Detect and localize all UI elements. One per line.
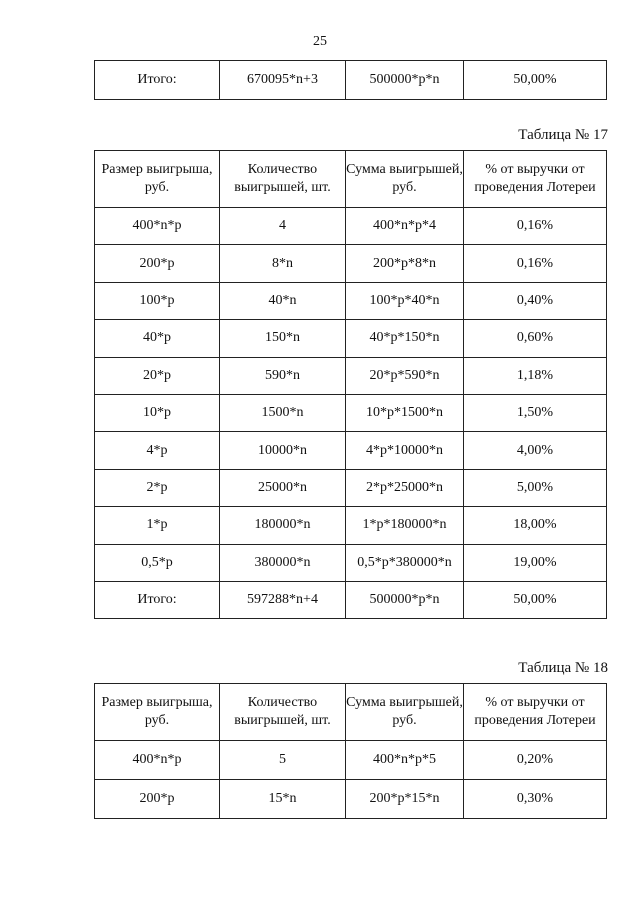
table-18-caption: Таблица № 18 [518, 660, 608, 676]
column-header: Размер выигрыша, руб. [95, 151, 220, 208]
table-cell: 400*n*p*5 [346, 741, 464, 780]
table-row [95, 581, 607, 618]
table-row [95, 544, 607, 581]
table-cell: 1,50% [464, 394, 607, 431]
table-cell: 5 [220, 741, 346, 780]
table-cell: 4 [220, 208, 346, 245]
table-cell: 19,00% [464, 544, 607, 581]
table-cell: 5,00% [464, 469, 607, 506]
table-cell: 1500*n [220, 394, 346, 431]
table-cell: 10*p*1500*n [346, 394, 464, 431]
column-header: % от выручки от проведения Лотереи [464, 151, 607, 208]
table-17 [94, 150, 607, 619]
table-cell: 25000*n [220, 469, 346, 506]
table-row [95, 208, 607, 245]
table-cell: 200*p [95, 780, 220, 819]
table-row [95, 320, 607, 357]
table-cell: 15*n [220, 780, 346, 819]
table-17-body [95, 151, 607, 619]
column-header: Количество выигрышей, шт. [220, 151, 346, 208]
table-cell: 597288*n+4 [220, 581, 346, 618]
table-row [95, 432, 607, 469]
table-17-caption: Таблица № 17 [518, 127, 608, 143]
previous-table-total [94, 60, 607, 100]
column-header: Размер выигрыша, руб. [95, 684, 220, 741]
table-cell: 200*p [95, 245, 220, 282]
table-cell: 0,60% [464, 320, 607, 357]
table-cell: 20*p [95, 357, 220, 394]
table-row [95, 780, 607, 819]
table-row [95, 282, 607, 319]
table-cell: 500000*p*n [346, 581, 464, 618]
table-cell: 1*p [95, 507, 220, 544]
column-header: % от выручки от проведения Лотереи [464, 684, 607, 741]
table-cell: 100*p [95, 282, 220, 319]
table-cell: 0,30% [464, 780, 607, 819]
table-cell: 200*p*8*n [346, 245, 464, 282]
table-cell: 1*p*180000*n [346, 507, 464, 544]
table-cell: 590*n [220, 357, 346, 394]
column-header: Количество выигрышей, шт. [220, 684, 346, 741]
table-cell: 0,5*p [95, 544, 220, 581]
table-cell: 100*p*40*n [346, 282, 464, 319]
table-cell: 150*n [220, 320, 346, 357]
table-cell: 50,00% [464, 581, 607, 618]
header-row [95, 684, 607, 741]
table-cell: 20*p*590*n [346, 357, 464, 394]
table-cell: 4,00% [464, 432, 607, 469]
table-cell: 180000*n [220, 507, 346, 544]
table-cell: 0,16% [464, 245, 607, 282]
page-number: 25 [313, 34, 327, 49]
table-cell: 10*p [95, 394, 220, 431]
total-label-cell: Итого: [95, 61, 220, 100]
total-count-cell: 670095*n+3 [220, 61, 346, 100]
table-cell: 4*p [95, 432, 220, 469]
table-18 [94, 683, 607, 819]
table-cell: 8*n [220, 245, 346, 282]
table-cell: 0,16% [464, 208, 607, 245]
table-cell: Итого: [95, 581, 220, 618]
table-cell: 2*p*25000*n [346, 469, 464, 506]
table-cell: 380000*n [220, 544, 346, 581]
table-row [95, 245, 607, 282]
table-cell: 40*n [220, 282, 346, 319]
table-row [95, 61, 607, 100]
column-header: Сумма выигрышей, руб. [346, 684, 464, 741]
table-row [95, 469, 607, 506]
table-cell: 40*p [95, 320, 220, 357]
table-cell: 18,00% [464, 507, 607, 544]
table-cell: 1,18% [464, 357, 607, 394]
total-percent-cell: 50,00% [464, 61, 607, 100]
header-row [95, 151, 607, 208]
total-sum-cell: 500000*p*n [346, 61, 464, 100]
table-cell: 400*n*p [95, 741, 220, 780]
table-cell: 0,20% [464, 741, 607, 780]
table-row [95, 741, 607, 780]
table-cell: 400*n*p*4 [346, 208, 464, 245]
table-18-body [95, 684, 607, 819]
table-cell: 4*p*10000*n [346, 432, 464, 469]
table-cell: 0,40% [464, 282, 607, 319]
column-header: Сумма выигрышей, руб. [346, 151, 464, 208]
table-cell: 2*p [95, 469, 220, 506]
table-row [95, 357, 607, 394]
table-row [95, 507, 607, 544]
table-cell: 200*p*15*n [346, 780, 464, 819]
table-cell: 400*n*p [95, 208, 220, 245]
table-cell: 10000*n [220, 432, 346, 469]
table-cell: 0,5*p*380000*n [346, 544, 464, 581]
table-cell: 40*p*150*n [346, 320, 464, 357]
table-row [95, 394, 607, 431]
